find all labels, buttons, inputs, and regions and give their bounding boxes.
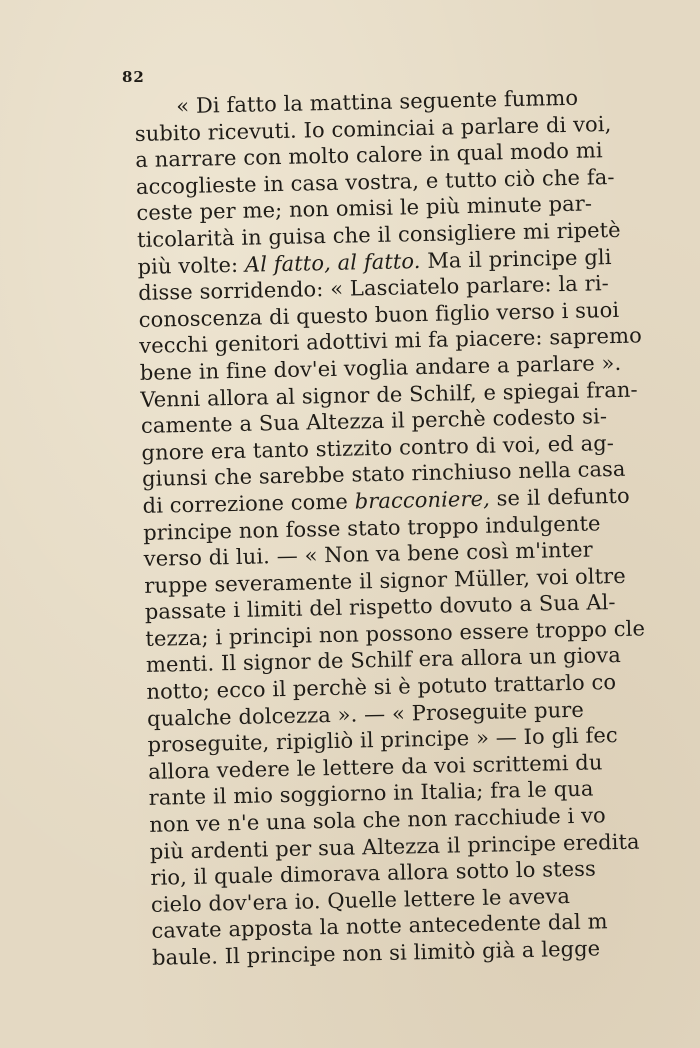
- text-line: qualche dolcezza ». — « Proseguite pure: [146, 697, 585, 731]
- text-line: menti. Il signor de Schilf era allora un giova: [145, 643, 622, 678]
- text-segment: Ma il principe gli: [427, 244, 612, 273]
- text-line: principe non fosse stato troppo indulgente: [142, 510, 601, 545]
- text-line: giunsi che sarebbe stato rinchiuso nella casa: [141, 457, 626, 492]
- text-line: più ardenti per sua Altezza il principe eredita: [149, 829, 640, 864]
- text-line: verso di lui. — « Non va bene così m'inter: [143, 537, 594, 571]
- text-line: proseguite, ripigliò il principe » — Io gli fec: [147, 723, 619, 758]
- italic-word: bracconiere,: [354, 486, 491, 514]
- text-line: baule. Il principe non si limitò già a legge: [151, 936, 601, 970]
- text-line: a narrare con molto calore in qual modo mi: [135, 138, 603, 173]
- text-line: cielo dov'era io. Quelle lettere le aveva: [150, 883, 571, 917]
- body-text: [134, 82, 700, 971]
- text-line: conoscenza di questo buon figlio verso i suoi: [138, 297, 620, 332]
- text-line: ruppe severamente il signor Müller, voi oltre: [144, 563, 627, 598]
- text-line: camente a Sua Altezza il perchè codesto si-: [140, 404, 608, 439]
- text-line: accoglieste in casa vostra, e tutto ciò che fa-: [135, 164, 615, 199]
- text-line: passate i limiti del rispetto dovuto a Sua Al-: [144, 590, 616, 625]
- text-line: non ve n'e una sola che non racchiude i vo: [149, 803, 607, 837]
- text-line: ceste per me; non omisi le più minute par-: [136, 191, 593, 226]
- text-line: ticolarità in guisa che il consigliere mi ripetè: [136, 217, 621, 252]
- text-line: subito ricevuti. Io cominciai a parlare di voi,: [134, 111, 612, 146]
- italic-phrase: Al fatto, al fatto.: [244, 248, 421, 277]
- text-line: cavate apposta la notte antecedente dal m: [151, 909, 608, 944]
- text-line: vecchi genitori adottivi mi fa piacere: sapremo: [139, 323, 643, 359]
- text-line: notto; ecco il perchè si è potuto trattarlo co: [146, 670, 617, 704]
- text-line: rio, il quale dimorava allora sotto lo stess: [150, 856, 597, 891]
- text-segment: più volte:: [137, 252, 239, 279]
- text-line: rante il mio soggiorno in Italia; fra le qua: [148, 776, 594, 811]
- text-line: tezza; i principi non possono essere troppo cle: [145, 616, 646, 651]
- text-segment: di correzione come: [142, 489, 349, 518]
- text-line: allora vedere le lettere da voi scrittemi du: [147, 750, 603, 784]
- text-line: gnore era tanto stizzito contro di voi, ed ag-: [141, 430, 615, 465]
- text-segment: se il defunto: [496, 483, 630, 511]
- text-line: bene in fine dov'ei voglia andare a parlare ».: [139, 350, 622, 385]
- text-line: Venni allora al signor de Schilf, e spiegai fran-: [140, 377, 638, 412]
- text-line: « Di fatto la mattina seguente fummo: [176, 85, 579, 119]
- text-line: disse sorridendo: « Lasciatelo parlare: la ri-: [137, 271, 610, 306]
- page-number: 82: [122, 68, 145, 86]
